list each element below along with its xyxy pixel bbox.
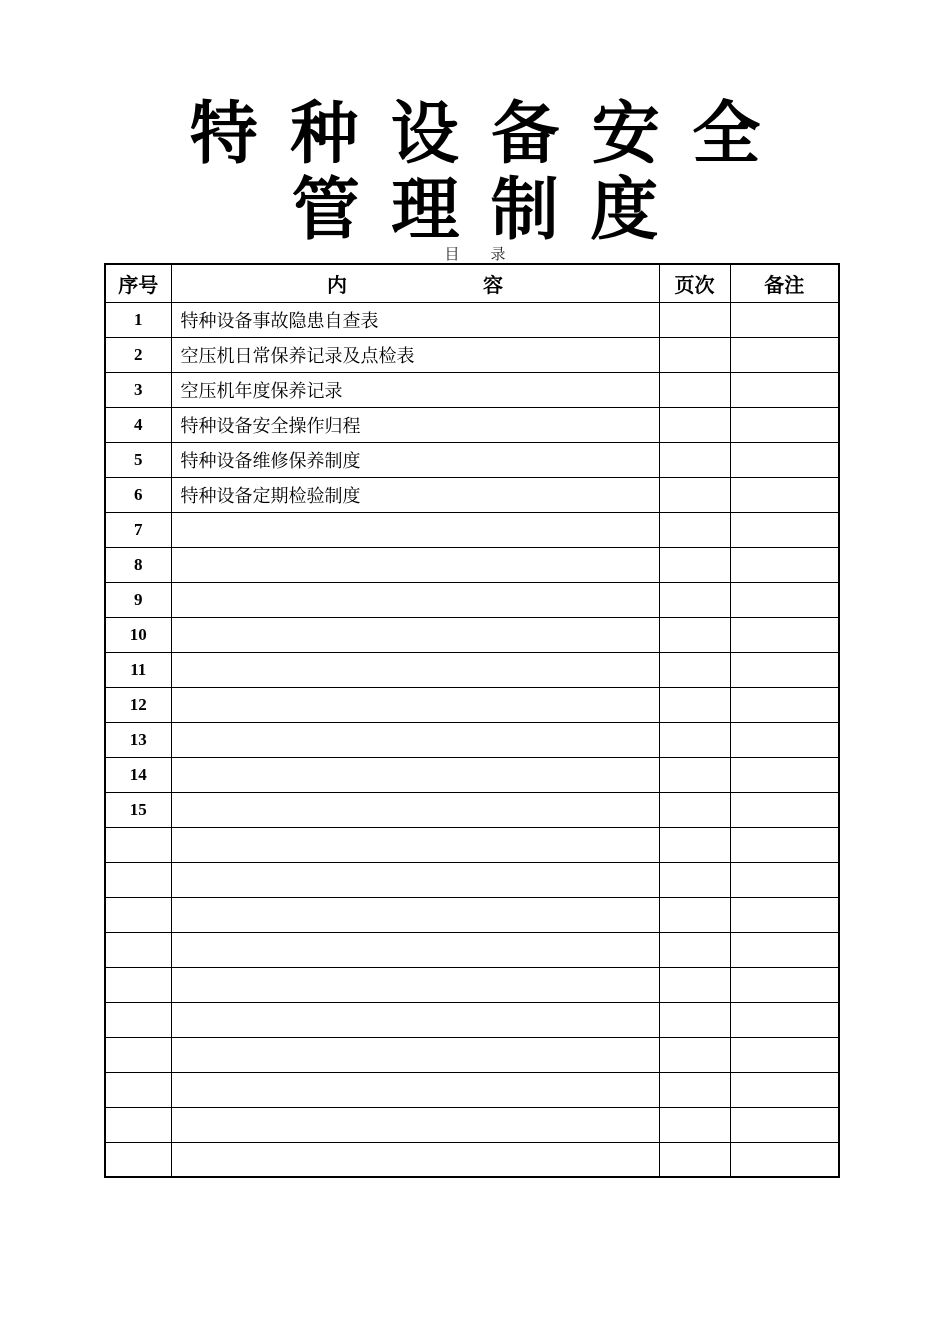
row-content-cell: 特种设备定期检验制度 [171, 477, 659, 512]
row-page-cell [659, 827, 730, 862]
row-note-cell [730, 582, 839, 617]
row-content-cell [171, 1142, 659, 1177]
row-num-cell [105, 1142, 171, 1177]
row-page-cell [659, 407, 730, 442]
table-row [105, 897, 839, 932]
header-content [171, 264, 659, 302]
table-row [105, 617, 839, 652]
row-page-cell [659, 722, 730, 757]
row-page-cell [659, 512, 730, 547]
row-page-cell [659, 582, 730, 617]
row-content-cell [171, 582, 659, 617]
table-row [105, 967, 839, 1002]
row-num-cell [105, 932, 171, 967]
row-content-cell: 特种设备维修保养制度 [171, 442, 659, 477]
table-row [105, 1037, 839, 1072]
table-row [105, 792, 839, 827]
row-note-cell [730, 792, 839, 827]
row-num-cell [105, 862, 171, 897]
row-content-cell [171, 722, 659, 757]
row-page-cell [659, 967, 730, 1002]
header-content-char: 容 [483, 272, 503, 297]
table-body [105, 302, 839, 1177]
table-row [105, 652, 839, 687]
row-note-cell [730, 337, 839, 372]
row-num-cell: 13 [105, 722, 171, 757]
title-char: 备 [491, 94, 560, 174]
row-page-cell [659, 302, 730, 337]
table-row [105, 722, 839, 757]
row-num-cell: 7 [105, 512, 171, 547]
title-char: 理 [391, 170, 460, 250]
table-row [105, 512, 839, 547]
row-content-cell [171, 652, 659, 687]
row-num-cell: 6 [105, 477, 171, 512]
toc-table [104, 263, 840, 1178]
table-header-row [105, 264, 839, 302]
row-note-cell [730, 547, 839, 582]
row-content-cell [171, 932, 659, 967]
row-content-cell: 空压机年度保养记录 [171, 372, 659, 407]
row-page-cell [659, 1107, 730, 1142]
row-content-cell [171, 827, 659, 862]
row-page-cell [659, 442, 730, 477]
table-row [105, 442, 839, 477]
row-num-cell [105, 1037, 171, 1072]
row-num-cell: 15 [105, 792, 171, 827]
row-num-cell: 12 [105, 687, 171, 722]
row-page-cell [659, 1037, 730, 1072]
row-note-cell [730, 897, 839, 932]
row-note-cell [730, 967, 839, 1002]
row-content-cell: 特种设备安全操作归程 [171, 407, 659, 442]
document-title-line-2 [0, 172, 950, 248]
header-content-char: 内 [327, 272, 347, 297]
row-num-cell: 4 [105, 407, 171, 442]
table-row [105, 757, 839, 792]
row-content-cell: 特种设备事故隐患自查表 [171, 302, 659, 337]
table-row [105, 932, 839, 967]
title-char: 度 [590, 170, 659, 250]
row-page-cell [659, 1072, 730, 1107]
subtitle-char: 录 [490, 245, 506, 263]
row-page-cell [659, 1142, 730, 1177]
row-content-cell [171, 897, 659, 932]
row-note-cell [730, 302, 839, 337]
table-row [105, 1072, 839, 1107]
row-page-cell [659, 1002, 730, 1037]
row-num-cell [105, 1072, 171, 1107]
row-note-cell [730, 1072, 839, 1107]
row-content-cell [171, 1072, 659, 1107]
subtitle-char: 目 [444, 245, 460, 263]
table-row [105, 1002, 839, 1037]
table-row [105, 582, 839, 617]
row-num-cell: 2 [105, 337, 171, 372]
table-row [105, 407, 839, 442]
row-num-cell [105, 827, 171, 862]
table-row [105, 862, 839, 897]
row-note-cell [730, 1107, 839, 1142]
row-note-cell [730, 442, 839, 477]
row-note-cell [730, 1142, 839, 1177]
row-num-cell: 5 [105, 442, 171, 477]
toc-subtitle [0, 245, 950, 263]
row-num-cell: 3 [105, 372, 171, 407]
row-page-cell [659, 547, 730, 582]
row-page-cell [659, 862, 730, 897]
row-note-cell [730, 617, 839, 652]
row-page-cell [659, 897, 730, 932]
row-page-cell [659, 757, 730, 792]
row-page-cell [659, 617, 730, 652]
row-page-cell [659, 687, 730, 722]
row-page-cell [659, 477, 730, 512]
row-content-cell [171, 967, 659, 1002]
row-content-cell [171, 687, 659, 722]
row-content-cell [171, 1107, 659, 1142]
row-page-cell [659, 792, 730, 827]
row-page-cell [659, 652, 730, 687]
header-note: 备注 [730, 264, 839, 302]
row-page-cell [659, 932, 730, 967]
row-content-cell [171, 792, 659, 827]
row-note-cell [730, 477, 839, 512]
row-note-cell [730, 1037, 839, 1072]
title-char: 制 [490, 170, 559, 250]
title-char: 特 [189, 94, 258, 174]
header-num: 序号 [105, 264, 171, 302]
row-content-cell [171, 512, 659, 547]
table-row [105, 1142, 839, 1177]
row-num-cell: 9 [105, 582, 171, 617]
row-num-cell: 8 [105, 547, 171, 582]
row-note-cell [730, 652, 839, 687]
row-content-cell [171, 1037, 659, 1072]
table-row [105, 827, 839, 862]
row-note-cell [730, 827, 839, 862]
row-num-cell: 14 [105, 757, 171, 792]
row-note-cell [730, 1002, 839, 1037]
header-page: 页次 [659, 264, 730, 302]
table-row [105, 547, 839, 582]
row-content-cell [171, 617, 659, 652]
row-page-cell [659, 372, 730, 407]
row-num-cell [105, 1002, 171, 1037]
row-page-cell [659, 337, 730, 372]
row-note-cell [730, 407, 839, 442]
row-num-cell [105, 967, 171, 1002]
document-title-line-1 [0, 96, 950, 172]
row-note-cell [730, 722, 839, 757]
row-num-cell [105, 1107, 171, 1142]
table-row [105, 302, 839, 337]
table-row [105, 1107, 839, 1142]
table-row [105, 687, 839, 722]
row-num-cell: 11 [105, 652, 171, 687]
title-char: 种 [290, 94, 359, 174]
row-note-cell [730, 932, 839, 967]
row-num-cell: 1 [105, 302, 171, 337]
table-row [105, 372, 839, 407]
row-content-cell [171, 1002, 659, 1037]
title-char: 管 [291, 170, 360, 250]
title-char: 安 [591, 94, 660, 174]
row-content-cell [171, 547, 659, 582]
row-num-cell [105, 897, 171, 932]
row-content-cell: 空压机日常保养记录及点检表 [171, 337, 659, 372]
row-content-cell [171, 862, 659, 897]
table-row [105, 477, 839, 512]
row-note-cell [730, 862, 839, 897]
row-note-cell [730, 372, 839, 407]
title-char: 全 [692, 94, 761, 174]
title-char: 设 [390, 94, 459, 174]
table-row [105, 337, 839, 372]
row-content-cell [171, 757, 659, 792]
row-note-cell [730, 512, 839, 547]
row-num-cell: 10 [105, 617, 171, 652]
row-note-cell [730, 687, 839, 722]
row-note-cell [730, 757, 839, 792]
